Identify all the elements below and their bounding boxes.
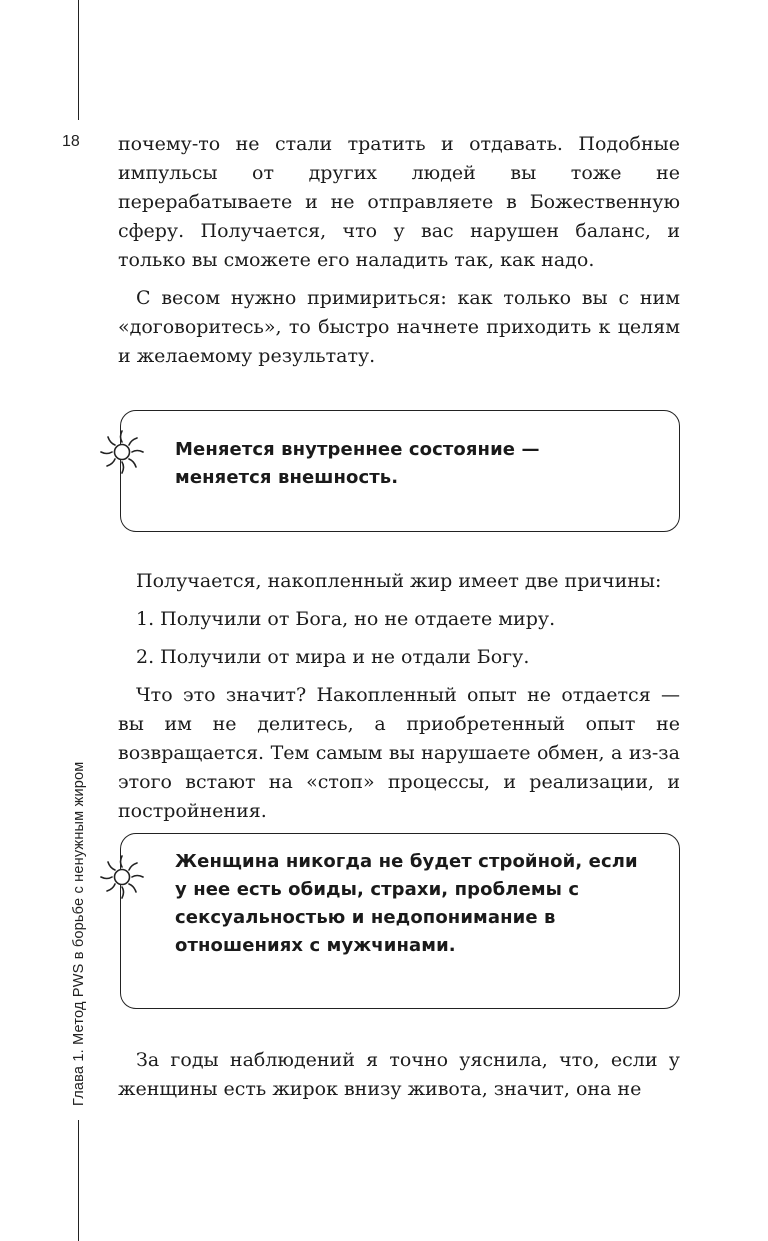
bottom-margin-rule xyxy=(78,1120,79,1241)
callout-text-2: Женщина никогда не будет стройной, если у нее есть обиды, страхи, проблемы с сексуальностью и недопонимание в отношениях с мужчинами. xyxy=(175,851,638,956)
paragraph-4: За годы наблюдений я точно уяснила, что, если у женщины есть жирок внизу живота, значит, она не xyxy=(118,1049,680,1100)
callout-box-2 xyxy=(120,833,680,1009)
running-head: Глава 1. Метод PWS в борьбе с ненужным жиром xyxy=(71,761,87,1106)
list-item-2: 2. Получили от мира и не отдали Богу. xyxy=(136,646,530,668)
text-block-1 xyxy=(118,130,680,371)
text-block-2 xyxy=(118,567,680,826)
sun-icon xyxy=(97,427,147,477)
paragraph-3: Что это значит? Накопленный опыт не отдается — вы им не делитесь, а приобретенный опыт не возвращается. Тем самым вы нарушаете обмен, а из-за этого встают на «стоп» процессы, и реализации, и постройнения. xyxy=(118,684,680,822)
paragraph-1: почему-то не стали тратить и отдавать. Подобные импульсы от других людей вы тоже не перерабатываете и не отправляете в Божественную сферу. Получается, что у вас нарушен баланс, и только вы сможете его наладить так, как надо. xyxy=(118,133,680,271)
callout-text-1: Меняется внутреннее состояние — меняется внешность. xyxy=(175,439,540,488)
page-number: 18 xyxy=(62,133,80,150)
sun-icon xyxy=(97,852,147,902)
callout-box-1 xyxy=(120,410,680,532)
top-margin-rule xyxy=(78,0,79,120)
list-item-1: 1. Получили от Бога, но не отдаете миру. xyxy=(136,608,556,630)
paragraph-intro: Получается, накопленный жир имеет две причины: xyxy=(136,570,662,592)
text-block-3 xyxy=(118,1046,680,1104)
paragraph-2: С весом нужно примириться: как только вы с ним «договоритесь», то быстро начнете приходить к целям и желаемому результату. xyxy=(118,287,680,367)
